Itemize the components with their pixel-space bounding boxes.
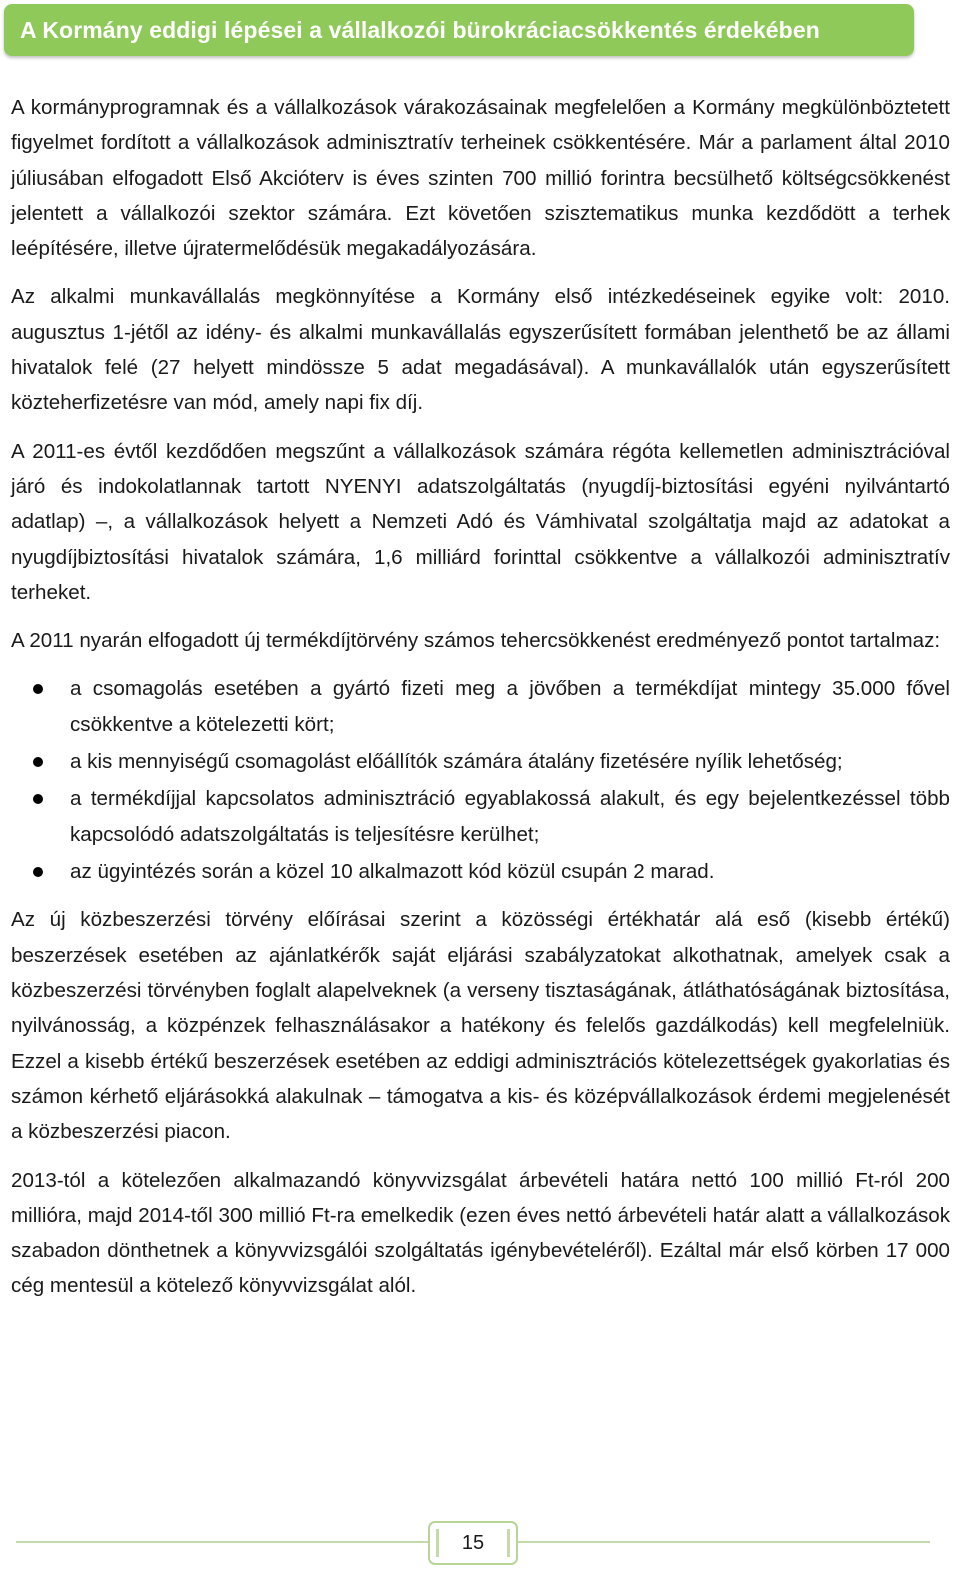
paragraph-public-procurement: Az új közbeszerzési törvény előírásai szerint a közösségi értékhatár alá eső (kisebb értékű) beszerzések esetében az ajánlatkérők saját eljárási szabályzatokat alkothatnak, amelyek csak a közbeszerzési törvényben foglalt alapelveknek (a verseny tisztaságának, átláthatóságának biztosítása, nyilvánosság, a közpénzek felhasználásakor a hatékony és felelős gazdálkodás) kell megfelelniük. Ezzel a kisebb értékű beszerzések esetében az eddigi adminisztrációs kötelezettségek gyakorlatias és számon kérhető eljárásokká alakulnak – támogatva a kis- és középvállalkozások érdemi megjelenését a közbeszerzési piacon. (11, 908, 950, 1144)
paragraph-product-fee-intro: A 2011 nyarán elfogadott új termékdíjtörvény számos tehercsökkenést eredményező pontot tartalmaz: (11, 629, 941, 653)
paragraph-admin-burden: A kormányprogramnak és a vállalkozások várakozásainak megfelelően a Kormány megkülönböztetett figyelmet fordított a vállalkozások adminisztratív terheinek csökkentésére. Már a parlament által 2010 júliusában elfogadott Első Akcióterv is éves szinten 700 millió forintra becsülhető költségcsökkenést jelentett a vállalkozói szektor számára. Ezt követően szisztematikus munka kezdődött a terhek leépítésére, illetve újratermelődésük megakadályozására. (11, 96, 950, 261)
bullet-icon (33, 757, 43, 767)
list-item-text: a csomagolás esetében a gyártó fizeti meg a jövőben a termékdíjat mintegy 35.000 fővel csökkentve a kötelezetti kört; (70, 677, 950, 737)
product-fee-bullet-list (11, 671, 950, 890)
list-item (11, 854, 950, 890)
page-number-box (428, 1521, 518, 1565)
bullet-icon (33, 794, 43, 804)
paragraph-casual-work: Az alkalmi munkavállalás megkönnyítése a Kormány első intézkedéseinek egyike volt: 2010. augusztus 1-jétől az idény- és alkalmi munkavállalás egyszerűsített formában jelenthető be az állami hivatalok felé (27 helyett mindössze 5 adat megadásával). A munkavállalók után egyszerűsített közteherfizetésre van mód, amely napi fix díj. (11, 285, 950, 415)
bullet-icon (33, 867, 43, 877)
bullet-icon (33, 684, 43, 694)
section-title: A Kormány eddigi lépései a vállalkozói bürokráciacsökkentés érdekében (20, 16, 820, 43)
paragraph-audit-threshold: 2013-tól a kötelezően alkalmazandó könyvvizsgálat árbevételi határa nettó 100 millió Ft-ról 200 millióra, majd 2014-től 300 millió Ft-ra emelkedik (ezen éves nettó árbevételi határ alatt a vállalkozások szabadon dönthetnek a könyvvizsgálói szolgáltatás igénybevételéről). Ezáltal már első körben 17 000 cég mentesül a kötelező könyvvizsgálat alól. (11, 1168, 950, 1298)
list-item-text: a kis mennyiségű csomagolást előállítók számára átalány fizetésére nyílik lehetőség; (70, 750, 843, 774)
paragraph-nyenyi: A 2011-es évtől kezdődően megszűnt a vállalkozások számára régóta kellemetlen adminisztrációval járó és indokolatlannak tartott NYENYI adatszolgáltatás (nyugdíj-biztosítási egyéni nyilvántartó adatlap) –, a vállalkozások helyett a Nemzeti Adó és Vámhivatal szolgáltatja majd az adatokat a nyugdíjbiztosítási hivatalok számára, 1,6 milliárd forinttal csökkentve a vállalkozói adminisztratív terheket. (11, 439, 950, 604)
list-item-text: a termékdíjjal kapcsolatos adminisztráció egyablakossá alakult, és egy bejelentkezéssel több kapcsolódó adatszolgáltatás is teljesítésre kerülhet; (70, 787, 950, 847)
list-item (11, 671, 950, 743)
list-item (11, 781, 950, 853)
list-item-text: az ügyintézés során a közel 10 alkalmazott kód közül csupán 2 marad. (70, 860, 715, 884)
footer-rule-left (16, 1541, 428, 1543)
footer-rule-right (518, 1541, 930, 1543)
page-number: 15 (461, 1531, 485, 1554)
section-title-bar (4, 4, 914, 56)
document-body (11, 90, 950, 1317)
list-item (11, 744, 950, 780)
